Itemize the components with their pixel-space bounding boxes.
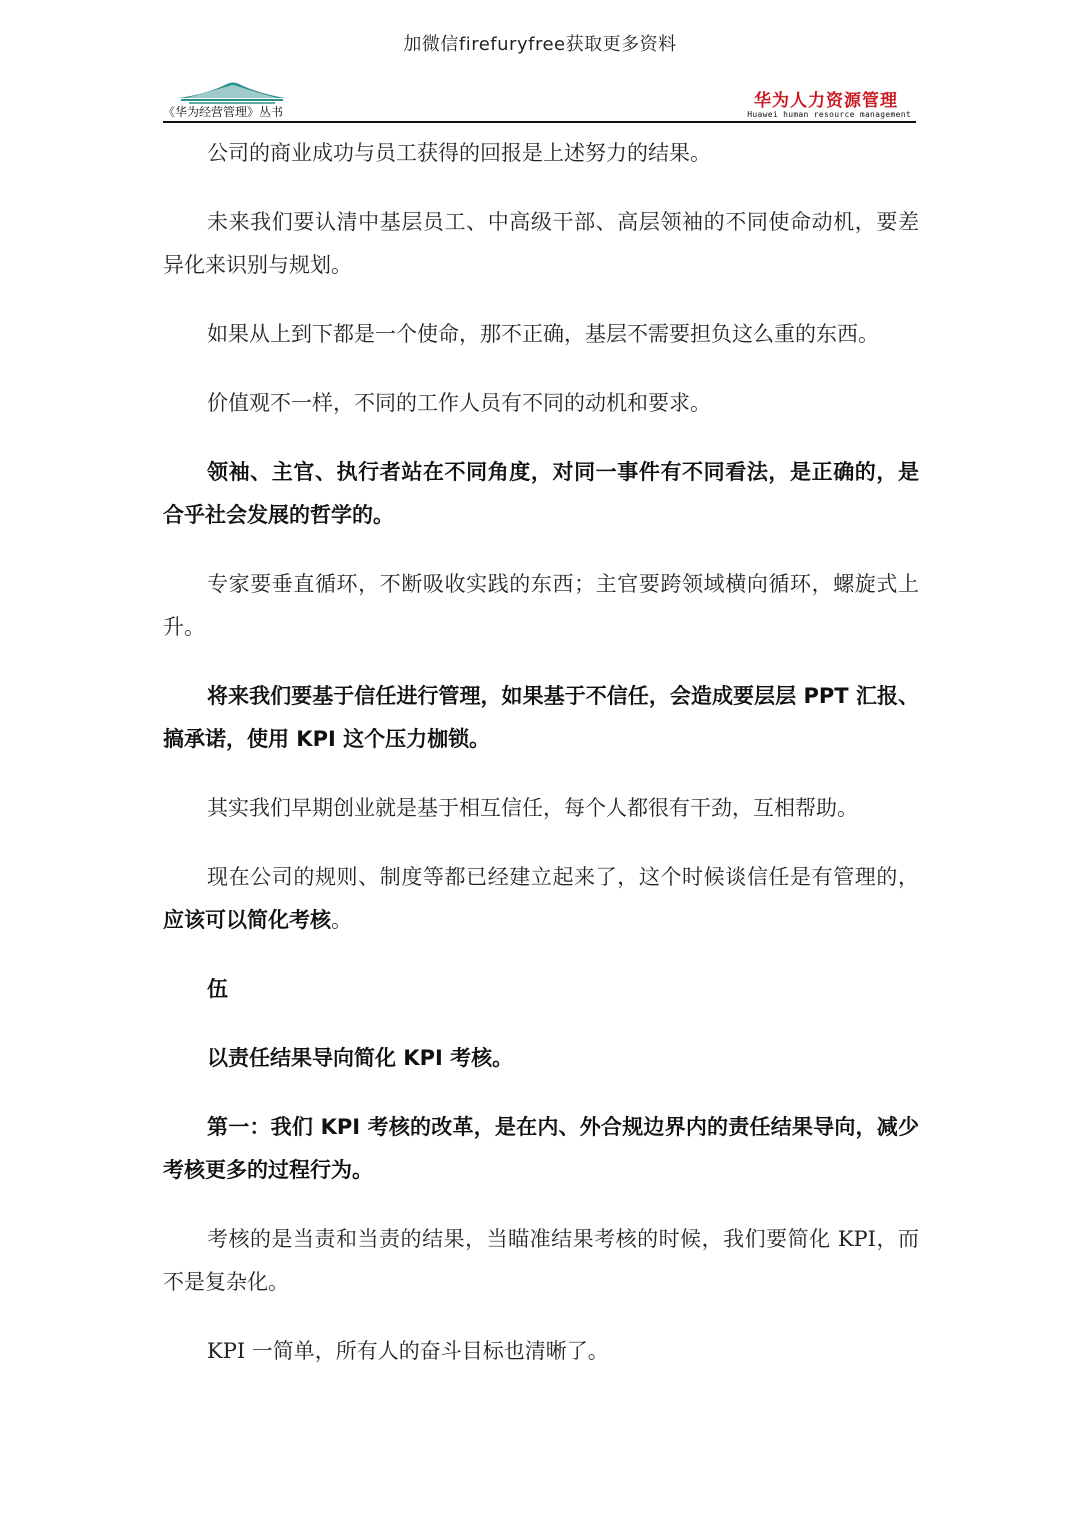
paragraph: 其实我们早期创业就是基于相互信任，每个人都很有干劲，互相帮助。 [207,796,858,820]
paragraph: 未来我们要认清中基层员工、中高级干部、高层领袖的不同使命动机，要差异化来识别与规划。 [163,210,919,277]
paragraph-bold: 第一：我们 KPI 考核的改革，是在内、外合规边界内的责任结果导向，减少考核更多的过程行为。 [163,1115,919,1182]
paragraph: 价值观不一样，不同的工作人员有不同的动机和要求。 [207,391,711,415]
paragraph-bold: 领袖、主官、执行者站在不同角度，对同一事件有不同看法，是正确的，是合乎社会发展的哲学的。 [163,460,919,527]
watermark-text: 加微信firefuryfree获取更多资料 [403,34,677,55]
section-heading: 以责任结果导向简化 KPI 考核。 [207,1046,514,1070]
page-header [163,78,916,124]
paragraph-bold: 将来我们要基于信任进行管理，如果基于不信任，会造成要层层 PPT 汇报、搞承诺，使用 KPI 这个压力枷锁。 [163,684,919,751]
header-divider [163,121,916,123]
paragraph-text: 现在公司的规则、制度等都已经建立起来了，这个时候谈信任是有管理的， [207,865,919,889]
brand-subtitle: Huawei human resource management [747,110,911,119]
paragraph-bold-fragment: 应该可以简化考核 [163,908,331,932]
section-number: 伍 [207,977,228,1001]
paragraph-tail: 。 [331,908,352,932]
paragraph-mixed [163,856,919,942]
paragraph: 如果从上到下都是一个使命，那不正确，基层不需要担负这么重的东西。 [207,322,879,346]
paragraph: 专家要垂直循环，不断吸收实践的东西；主官要跨领域横向循环，螺旋式上升。 [163,572,919,639]
paragraph: KPI 一简单，所有人的奋斗目标也清晰了。 [207,1339,609,1363]
book-series-title: 《华为经营管理》丛书 [163,105,284,119]
mountain-logo-icon [177,78,287,104]
document-body [163,132,919,1399]
brand-title: 华为人力资源管理 [754,91,898,111]
paragraph: 考核的是当责和当责的结果，当瞄准结果考核的时候，我们要简化 KPI，而不是复杂化。 [163,1227,919,1294]
paragraph: 公司的商业成功与员工获得的回报是上述努力的结果。 [207,141,711,165]
